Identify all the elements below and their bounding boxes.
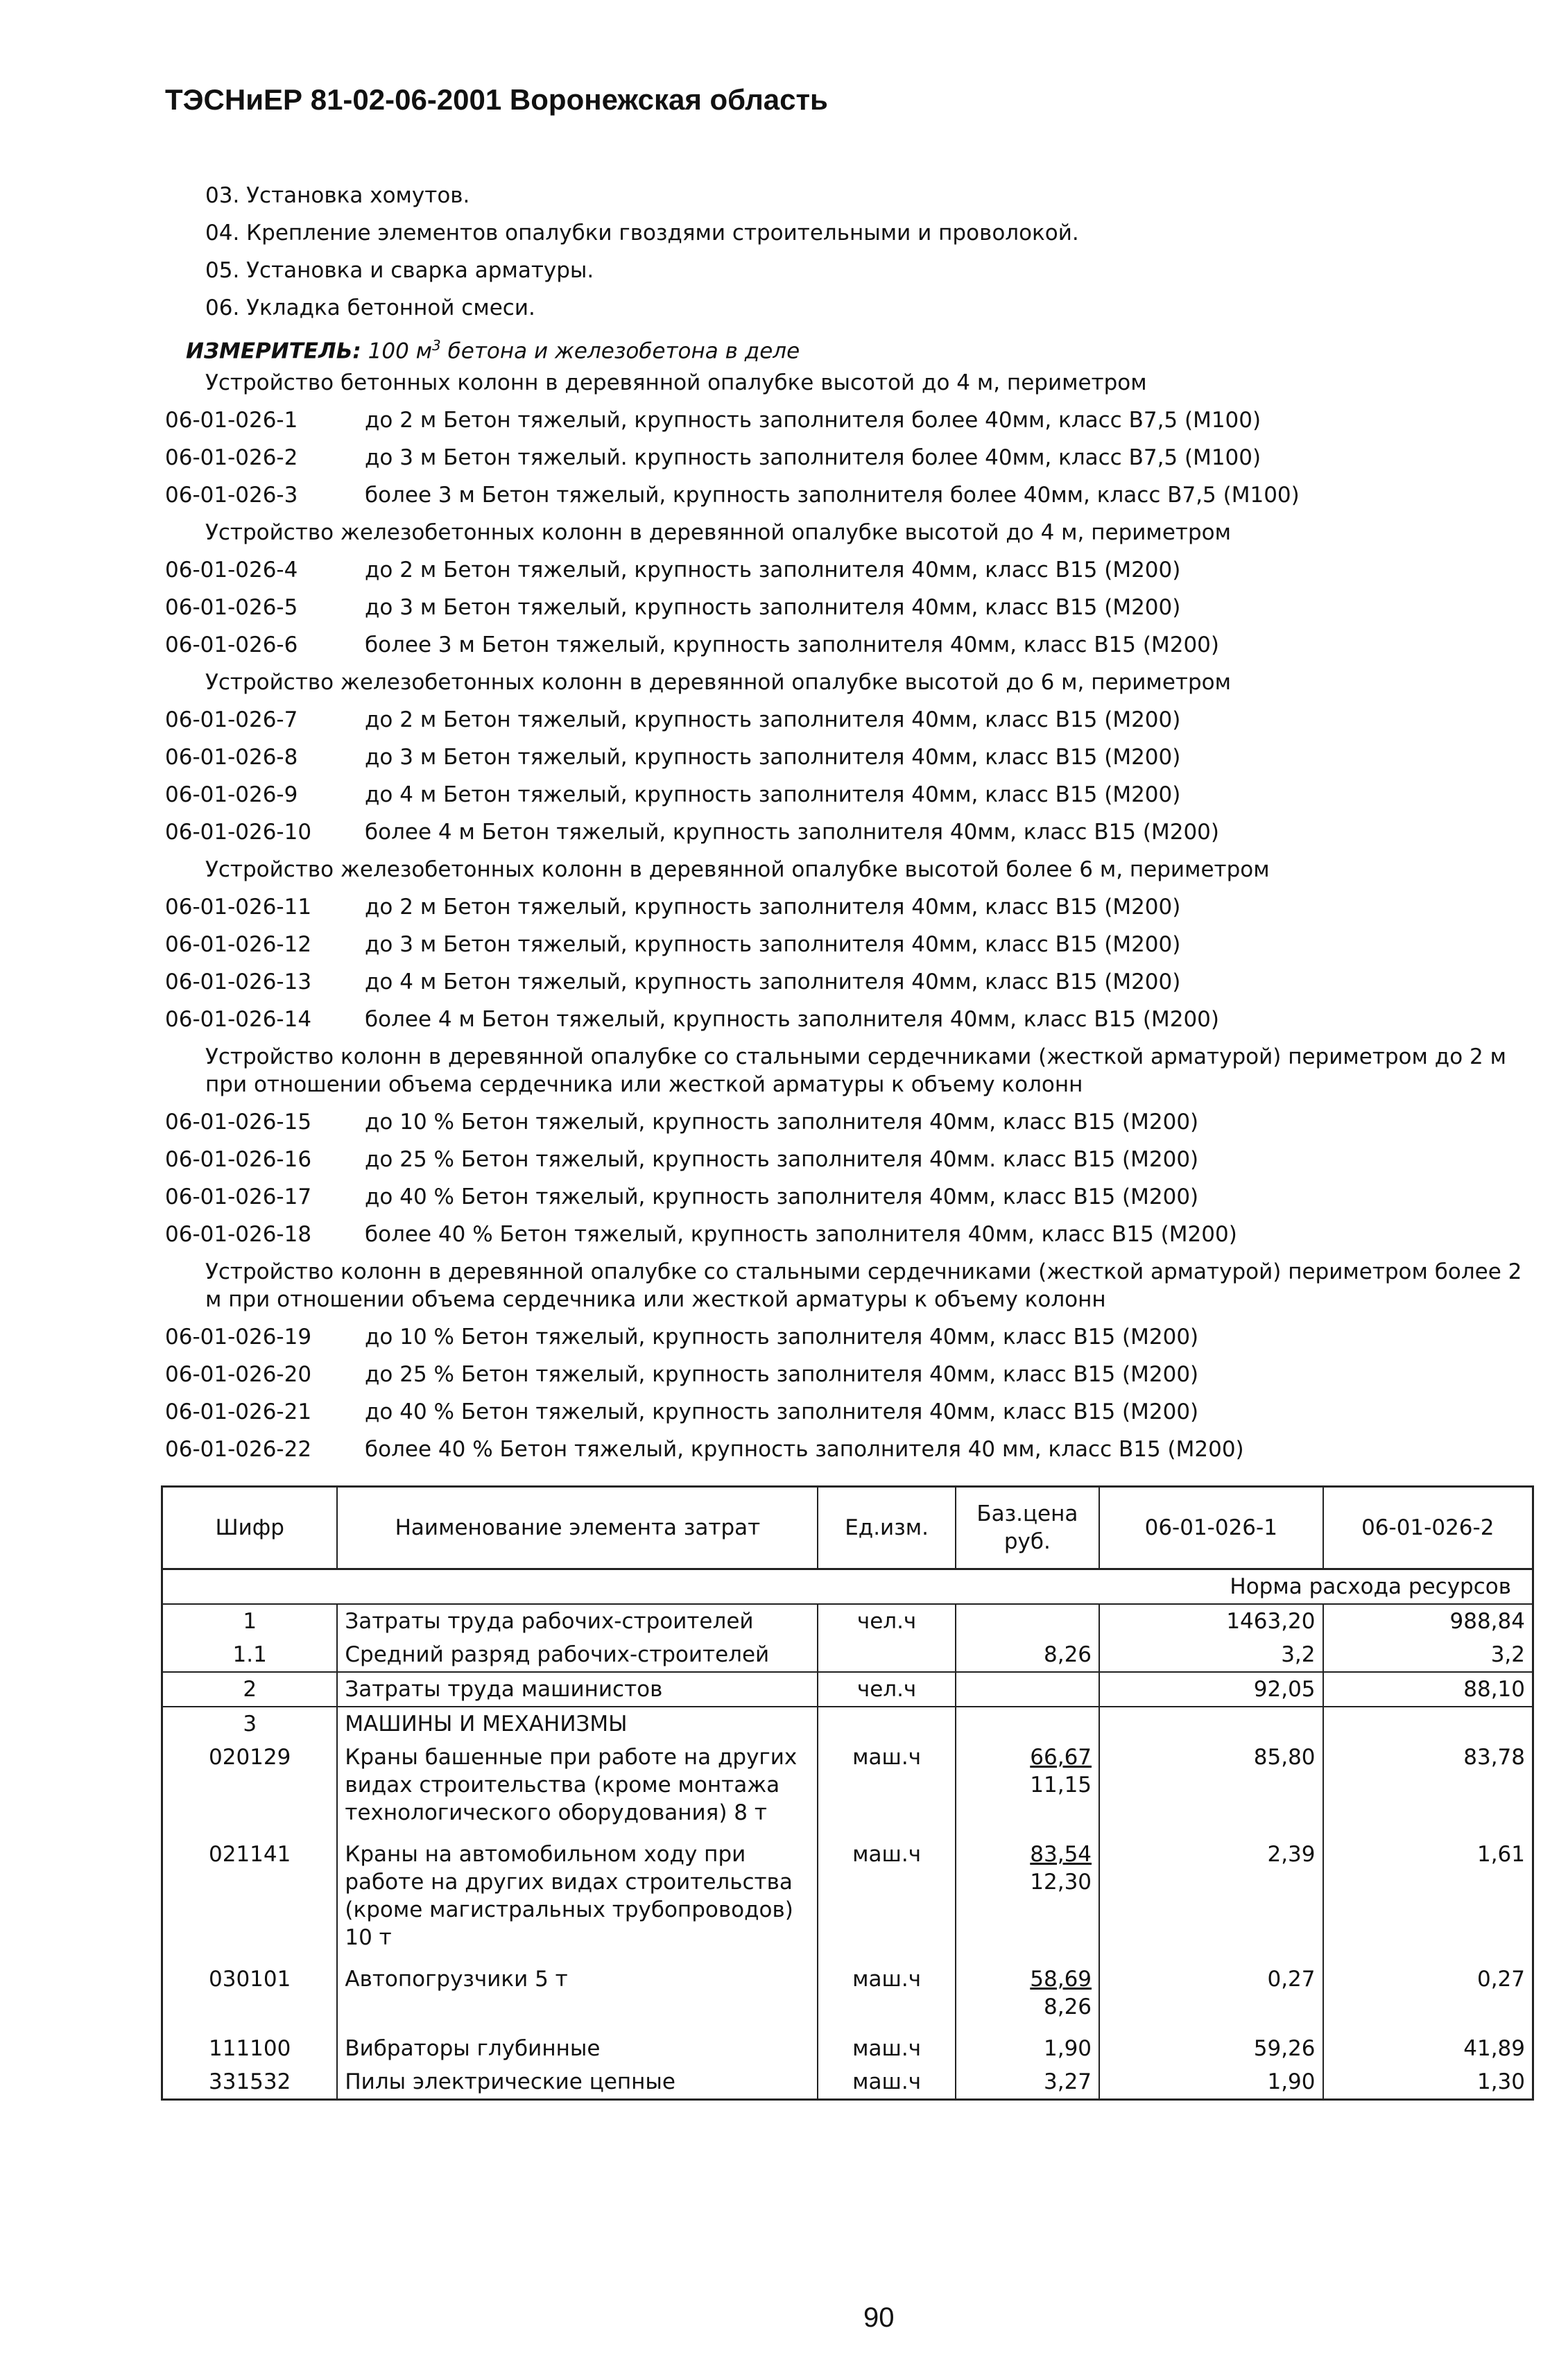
cell-name: Затраты труда рабочих-строителей [337,1604,818,1638]
norm-row [165,1318,1538,1356]
norm-code: 06-01-026-13 [165,969,312,994]
norm-description: до 3 м Бетон тяжелый, крупность заполнителя 40мм, класс В15 (М200) [365,745,1181,770]
norm-description: более 3 м Бетон тяжелый, крупность заполнителя 40мм, класс В15 (М200) [365,632,1219,657]
price-wage-value: 12,30 [1030,1870,1092,1895]
norm-code: 06-01-026-9 [165,782,298,807]
norm-code: 06-01-026-3 [165,483,298,508]
cell-price [956,1604,1099,1638]
norm-code: 06-01-026-21 [165,1399,312,1424]
norm-description: более 40 % Бетон тяжелый, крупность заполнителя 40мм, класс В15 (М200) [365,1222,1237,1247]
operation-item: 04. Крепление элементов опалубки гвоздями строительными и проволокой. [205,221,1079,245]
cell-unit: маш.ч [818,1838,955,1963]
norm-code: 06-01-026-12 [165,932,312,957]
page-header-title: ТЭСНиЕР 81-02-06-2001 Воронежская область [165,83,828,116]
operation-item: 06. Укладка бетонной смеси. [205,295,535,320]
norm-description: до 2 м Бетон тяжелый, крупность заполнителя 40мм, класс В15 (М200) [365,558,1181,583]
norm-code: 06-01-026-10 [165,820,312,845]
norm-description: до 10 % Бетон тяжелый, крупность заполнителя 40мм, класс В15 (М200) [365,1110,1199,1135]
norm-code: 06-01-026-11 [165,895,312,920]
norm-row [165,476,1538,514]
norm-code: 06-01-026-15 [165,1110,312,1135]
norm-description: до 2 м Бетон тяжелый, крупность заполнителя 40мм, класс В15 (М200) [365,895,1181,920]
norm-description: до 2 м Бетон тяжелый, крупность заполнителя более 40мм, класс В7,5 (М100) [365,408,1261,433]
header-price [956,1487,1099,1569]
table-row [162,1604,1533,1638]
table-row [162,1707,1533,1741]
norm-row [165,1001,1538,1038]
cell-code: 020129 [162,1741,338,1838]
norm-row [165,1393,1538,1431]
norm-description: до 3 м Бетон тяжелый. крупность заполнителя более 40мм, класс В7,5 (М100) [365,445,1261,470]
table-row [162,1672,1533,1707]
cell-code: 331532 [162,2065,338,2100]
norm-code: 06-01-026-20 [165,1362,312,1387]
norm-code: 06-01-026-2 [165,445,298,470]
norm-description: более 3 м Бетон тяжелый, крупность заполнителя более 40мм, класс В7,5 (М100) [365,483,1300,508]
cell-col1: 92,05 [1099,1672,1323,1707]
cell-name: Автопогрузчики 5 т [337,1963,818,2032]
operation-item: 03. Установка хомутов. [205,183,470,208]
cell-col2: 1,61 [1323,1838,1533,1963]
cell-col2: 988,84 [1323,1604,1533,1638]
norm-description: более 40 % Бетон тяжелый, крупность заполнителя 40 мм, класс В15 (М200) [365,1437,1244,1462]
cell-col2 [1323,1707,1533,1741]
table-body [162,1604,1533,2100]
cell-col1 [1099,1707,1323,1741]
header-col2: 06-01-026-2 [1323,1487,1533,1569]
norm-description: до 3 м Бетон тяжелый, крупность заполнителя 40мм, класс В15 (М200) [365,595,1181,620]
norm-row [165,1216,1538,1253]
norm-row [165,589,1538,626]
cell-price [956,2032,1099,2065]
header-price-line1: Баз.цена [976,1501,1078,1526]
resource-cost-table [161,1485,1534,2101]
cell-col1: 0,27 [1099,1963,1323,2032]
norm-row [165,1103,1538,1141]
norm-description: до 10 % Бетон тяжелый, крупность заполнителя 40мм, класс В15 (М200) [365,1325,1199,1350]
price-value: 1,90 [1044,2036,1092,2061]
norm-description: до 40 % Бетон тяжелый, крупность заполнителя 40мм, класс В15 (М200) [365,1399,1199,1424]
cell-code: 1.1 [162,1638,338,1672]
group-title: Устройство железобетонных колонн в деревянной опалубке высотой до 6 м, периметром [205,670,1231,695]
cell-col1: 85,80 [1099,1741,1323,1838]
cell-col2: 0,27 [1323,1963,1533,2032]
cell-name: Краны башенные при работе на других видах строительства (кроме монтажа технологического оборудования) 8 т [337,1741,818,1838]
norm-row [165,776,1538,813]
cell-col2: 41,89 [1323,2032,1533,2065]
measure-text: 100 м [368,338,433,364]
cell-price [956,1963,1099,2032]
norm-code: 06-01-026-5 [165,595,298,620]
header-code: Шифр [162,1487,338,1569]
table-header-row [162,1487,1533,1569]
norm-row [165,1356,1538,1393]
cell-code: 1 [162,1604,338,1638]
cell-unit [818,1707,955,1741]
group-title: Устройство колонн в деревянной опалубке со стальными сердечниками (жесткой арматурой) периметром более 2 м при отношении объема сердечника или жесткой арматуры к объему колонн [205,1259,1522,1312]
cell-unit: чел.ч [818,1604,955,1638]
cell-unit: маш.ч [818,2032,955,2065]
norm-description: более 4 м Бетон тяжелый, крупность заполнителя 40мм, класс В15 (М200) [365,820,1219,845]
group-title: Устройство железобетонных колонн в деревянной опалубке высотой более 6 м, периметром [205,857,1270,882]
norm-row [165,963,1538,1001]
price-value: 8,26 [1044,1642,1092,1667]
operation-item: 05. Установка и сварка арматуры. [205,258,594,283]
cell-name: Краны на автомобильном ходу при работе на других видах строительства (кроме магистральных трубопроводов) 10 т [337,1838,818,1963]
header-col1: 06-01-026-1 [1099,1487,1323,1569]
document-body [165,177,1538,1468]
norm-code: 06-01-026-4 [165,558,298,583]
price-wage-value: 8,26 [1044,1994,1092,2019]
norm-description: до 4 м Бетон тяжелый, крупность заполнителя 40мм, класс В15 (М200) [365,969,1181,994]
cell-col1: 2,39 [1099,1838,1323,1963]
header-name: Наименование элемента затрат [337,1487,818,1569]
table-row [162,1741,1533,1838]
price-wage-value: 11,15 [1030,1773,1092,1798]
cell-col2: 88,10 [1323,1672,1533,1707]
cell-name: Пилы электрические цепные [337,2065,818,2100]
norm-label-row [162,1569,1533,1605]
norm-code: 06-01-026-1 [165,408,298,433]
norm-code: 06-01-026-17 [165,1184,312,1209]
price-value: 3,27 [1044,2069,1092,2094]
table-row [162,1963,1533,2032]
price-value: 58,69 [1030,1967,1092,1992]
norm-row [165,626,1538,664]
norm-groups [165,364,1538,1468]
cell-col2: 1,30 [1323,2065,1533,2100]
table-row [162,2065,1533,2100]
cell-col1: 3,2 [1099,1638,1323,1672]
cell-code: 111100 [162,2032,338,2065]
norm-code: 06-01-026-8 [165,745,298,770]
norm-description: до 25 % Бетон тяжелый, крупность заполнителя 40мм. класс В15 (М200) [365,1147,1199,1172]
group-title: Устройство железобетонных колонн в деревянной опалубке высотой до 4 м, периметром [205,520,1231,545]
cell-price [956,1741,1099,1838]
cell-code: 3 [162,1707,338,1741]
measure-label: ИЗМЕРИТЕЛЬ: [186,338,361,364]
norm-code: 06-01-026-14 [165,1007,312,1032]
norm-row [165,1141,1538,1178]
norm-row [165,739,1538,776]
norm-description: до 4 м Бетон тяжелый, крупность заполнителя 40мм, класс В15 (М200) [365,782,1181,807]
norm-code: 06-01-026-16 [165,1147,312,1172]
table-row [162,2032,1533,2065]
price-value: 66,67 [1030,1745,1092,1770]
norm-description: до 40 % Бетон тяжелый, крупность заполнителя 40мм, класс В15 (М200) [365,1184,1199,1209]
cell-unit: маш.ч [818,2065,955,2100]
norm-code: 06-01-026-6 [165,632,298,657]
norm-code: 06-01-026-22 [165,1437,312,1462]
cell-price [956,1672,1099,1707]
page-number: 90 [863,2302,895,2333]
cell-code: 021141 [162,1838,338,1963]
measure-line [186,327,1538,364]
cell-col2: 3,2 [1323,1638,1533,1672]
norm-code: 06-01-026-18 [165,1222,312,1247]
header-unit: Ед.изм. [818,1487,955,1569]
norm-description: до 25 % Бетон тяжелый, крупность заполнителя 40мм, класс В15 (М200) [365,1362,1199,1387]
cell-col1: 59,26 [1099,2032,1323,2065]
cell-col2: 83,78 [1323,1741,1533,1838]
cell-name: Средний разряд рабочих-строителей [337,1638,818,1672]
table-row [162,1838,1533,1963]
cell-price [956,1638,1099,1672]
norm-row [165,402,1538,439]
norm-row [165,813,1538,851]
cell-unit: чел.ч [818,1672,955,1707]
norm-description: до 2 м Бетон тяжелый, крупность заполнителя 40мм, класс В15 (М200) [365,707,1181,732]
norm-row [165,439,1538,476]
header-price-line2: руб. [1003,1529,1051,1554]
norm-code: 06-01-026-19 [165,1325,312,1350]
norm-row [165,1178,1538,1216]
cell-price [956,2065,1099,2100]
norm-row [165,1431,1538,1468]
norm-row [165,926,1538,963]
cell-unit: маш.ч [818,1963,955,2032]
group-title: Устройство колонн в деревянной опалубке со стальными сердечниками (жесткой арматурой) периметром до 2 м при отношении объема сердечника или жесткой арматуры к объему колонн [205,1044,1506,1097]
cell-unit [818,1638,955,1672]
norm-row [165,701,1538,739]
cell-name: МАШИНЫ И МЕХАНИЗМЫ [337,1707,818,1741]
cell-code: 2 [162,1672,338,1707]
cell-price [956,1707,1099,1741]
cell-code: 030101 [162,1963,338,2032]
cell-price [956,1838,1099,1963]
norm-description: более 4 м Бетон тяжелый, крупность заполнителя 40мм, класс В15 (М200) [365,1007,1219,1032]
price-value: 83,54 [1030,1842,1092,1867]
cell-col1: 1463,20 [1099,1604,1323,1638]
cell-col1: 1,90 [1099,2065,1323,2100]
cell-name: Вибраторы глубинные [337,2032,818,2065]
table-row [162,1638,1533,1672]
measure-text-after: бетона и железобетона в деле [440,338,800,364]
cell-name: Затраты труда машинистов [337,1672,818,1707]
measure-superscript: 3 [432,337,441,354]
group-title: Устройство бетонных колонн в деревянной опалубке высотой до 4 м, периметром [205,370,1147,395]
norm-label: Норма расхода ресурсов [162,1569,1533,1605]
norm-row [165,551,1538,589]
cell-unit: маш.ч [818,1741,955,1838]
norm-row [165,888,1538,926]
norm-code: 06-01-026-7 [165,707,298,732]
norm-description: до 3 м Бетон тяжелый, крупность заполнителя 40мм, класс В15 (М200) [365,932,1181,957]
